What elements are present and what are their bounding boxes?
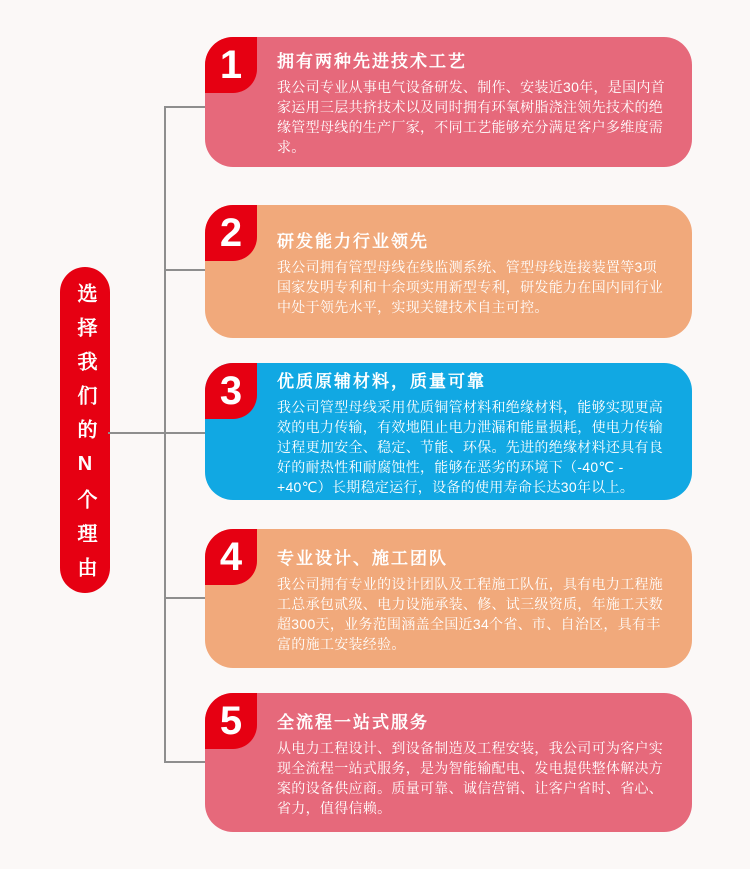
reason-title-2: 研发能力行业领先 — [277, 231, 429, 251]
reason-card-2 — [205, 205, 692, 338]
number-badge-4: 4 — [205, 529, 257, 585]
reason-title-1: 拥有两种先进技术工艺 — [277, 52, 467, 71]
reason-body-5: 从电力工程设计、到设备制造及工程安装，我公司可为客户实现全流程一站式服务，是为智能输配电、发电提供整体解决方案的设备供应商。质量可靠、诚信营销、让客户省时、省心、省力，值得信赖。 — [277, 739, 664, 816]
connector-branch-3 — [164, 432, 206, 434]
reason-card-3 — [205, 363, 692, 500]
reason-title-4: 专业设计、施工团队 — [277, 548, 448, 568]
connector-pill-line — [108, 432, 166, 434]
reason-title-5: 全流程一站式服务 — [277, 712, 429, 732]
number-badge-2: 2 — [205, 205, 257, 261]
connector-branch-4 — [164, 597, 206, 599]
reason-body-2: 我公司拥有管型母线在线监测系统、管型母线连接装置等3项国家发明专利和十余项实用新型专利，研发能力在国内同行业中处于领先水平，实现关键技术自主可控。 — [277, 258, 664, 315]
reason-body-1: 我公司专业从事电气设备研发、制作、安装近30年，是国内首家运用三层共挤技术以及同时拥有环氧树脂浇注领先技术的绝缘管型母线的生产厂家，不同工艺能够充分满足客户多维度需求。 — [277, 79, 665, 155]
number-badge-3: 3 — [205, 363, 257, 419]
vertical-title-text: 选择我们的N个理由 — [74, 283, 96, 591]
reason-card-4 — [205, 529, 692, 668]
connector-branch-1 — [164, 106, 206, 108]
reason-card-5 — [205, 693, 692, 832]
reason-card-1 — [205, 37, 692, 167]
connector-branch-2 — [164, 269, 206, 271]
reason-body-3: 我公司管型母线采用优质铜管材料和绝缘材料，能够实现更高效的电力传输，有效地阻止电力泄漏和能量损耗，使电力传输过程更加安全、稳定、节能、环保。先进的绝缘材料还具有良好的耐热性和耐腐蚀性，能够在恶劣的环境下（-40℃ - +40℃）长期稳定运行，设备的使用寿命长达30年以上。 — [277, 398, 664, 495]
connector-trunk-line — [164, 107, 166, 763]
reason-body-4: 我公司拥有专业的设计团队及工程施工队伍，具有电力工程施工总承包贰级、电力设施承装、修、试三级资质，年施工天数超300天，业务范围涵盖全国近34个省、市、自治区，具有丰富的施工安装经验。 — [277, 575, 664, 652]
vertical-title-pill — [60, 267, 110, 593]
connector-branch-5 — [164, 761, 206, 763]
number-badge-1: 1 — [205, 37, 257, 93]
number-badge-5: 5 — [205, 693, 257, 749]
reason-title-3: 优质原辅材料，质量可靠 — [277, 371, 486, 391]
